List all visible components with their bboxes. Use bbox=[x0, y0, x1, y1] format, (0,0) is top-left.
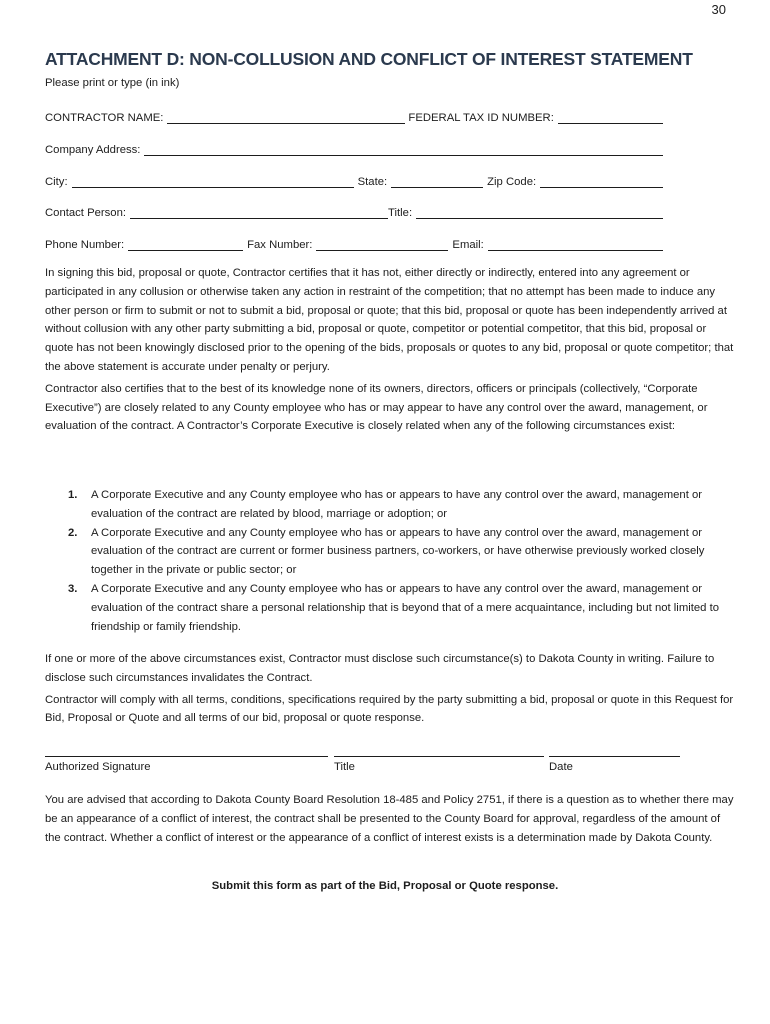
signature-date-line[interactable] bbox=[549, 756, 680, 757]
list-item-number: 2. bbox=[68, 526, 78, 539]
contractor-name-label: CONTRACTOR NAME: bbox=[45, 112, 164, 124]
phone-field[interactable] bbox=[128, 238, 243, 251]
disclosure-block bbox=[45, 650, 735, 731]
city-field[interactable] bbox=[72, 175, 354, 188]
list-item-number: 1. bbox=[68, 489, 78, 501]
address-row bbox=[45, 136, 663, 156]
contact-title-field[interactable] bbox=[416, 206, 663, 219]
contact-person-field[interactable] bbox=[130, 206, 388, 219]
contact-title-label: Title: bbox=[388, 207, 413, 219]
contact-row bbox=[45, 199, 663, 219]
zip-field[interactable] bbox=[540, 175, 663, 188]
authorized-signature-line[interactable] bbox=[45, 756, 328, 757]
phone-row bbox=[45, 231, 663, 251]
company-address-field[interactable] bbox=[144, 143, 663, 156]
fax-field[interactable] bbox=[316, 238, 448, 251]
disclosure-paragraph: If one or more of the above circumstances exist, Contractor must disclose such circumstance(s) to Dakota County in writing. Failure to disclose such circumstances invalidates the Contract. bbox=[45, 653, 715, 684]
phone-label: Phone Number: bbox=[45, 239, 125, 251]
list-item-number: 3. bbox=[68, 582, 78, 595]
contractor-name-field[interactable] bbox=[167, 111, 405, 124]
list-item-text: A Corporate Executive and any County employee who has or appears to have any control over the award, management or evaluation of the contract share a personal relationship that is beyond that of a mere acquaintance, including but not limited to friendship or family friendship. bbox=[91, 582, 719, 633]
email-label: Email: bbox=[452, 239, 484, 251]
submit-note: Submit this form as part of the Bid, Proposal or Quote response. bbox=[211, 880, 559, 892]
city-row bbox=[45, 168, 663, 188]
signature-title-label: Title bbox=[334, 761, 355, 773]
corporate-executive-paragraph: Contractor also certifies that to the best of its knowledge none of its owners, directors, officers or principals (collectively, “Corporate Executive”) are closely related to any County employee who has or may appear to have any control over the award, management, or evaluation of the contract. A Contractor’s Corporate Executive is closely related when any of the following circumstances exist: bbox=[45, 382, 708, 433]
city-label: City: bbox=[45, 176, 68, 188]
certification-paragraph: In signing this bid, proposal or quote, Contractor certifies that it has not, either directly or indirectly, entered into any agreement or participated in any collusion or otherwise taken any action in restraint of the competition; that no attempt has been made to induce any other person or firm to submit or not to submit a bid, proposal or quote; that this bid, proposal or quote has been independently arrived at without collusion with any other party submitting a bid, proposal or quote, competitor or potential competitor, that this bid, proposal or quote has not been knowingly disclosed prior to the opening of the bids, proposals or quotes to any bid, proposal or quote competitor; that the above statement is accurate under penalty or perjury. bbox=[45, 267, 734, 373]
contractor-row bbox=[45, 104, 663, 124]
list-item bbox=[45, 524, 725, 580]
page-title: ATTACHMENT D: NON-COLLUSION AND CONFLICT OF INTEREST STATEMENT bbox=[45, 49, 693, 69]
compliance-paragraph: Contractor will comply with all terms, conditions, specifications required by the party submitting a bid, proposal or quote in this Request for Bid, Proposal or Quote and all terms of our bid, proposal or quote response. bbox=[45, 693, 734, 725]
list-item-text: A Corporate Executive and any County employee who has or appears to have any control over the award, management or evaluation of the contract are related by blood, marriage or adoption; or bbox=[91, 489, 703, 520]
advisory-paragraph: You are advised that according to Dakota County Board Resolution 18-485 and Policy 2751, if there is a question as to whether there may be an appearance of a conflict of interest, the contract shall be presented to the County Board for approval, regardless of the amount of the contract. Whether a conflict of interest or the appearance of a conflict of interest exists is a determination made by Dakota County. bbox=[45, 794, 734, 844]
state-label: State: bbox=[357, 176, 388, 188]
federal-tax-id-label: FEDERAL TAX ID NUMBER: bbox=[408, 112, 554, 124]
circumstances-list bbox=[45, 486, 725, 636]
list-item-text: A Corporate Executive and any County employee who has or appears to have any control over the award, management or evaluation of the contract are current or former business partners, co-workers, or have otherwise previously worked closely together in the private or public sector; or bbox=[91, 526, 705, 577]
signature-date-label: Date bbox=[549, 761, 573, 773]
zip-label: Zip Code: bbox=[487, 176, 537, 188]
list-item bbox=[45, 580, 725, 636]
state-field[interactable] bbox=[391, 175, 483, 188]
contact-person-label: Contact Person: bbox=[45, 207, 127, 219]
company-address-label: Company Address: bbox=[45, 144, 141, 156]
federal-tax-id-field[interactable] bbox=[558, 111, 663, 124]
page-number: 30 bbox=[711, 2, 726, 17]
list-item bbox=[45, 486, 725, 524]
fax-label: Fax Number: bbox=[247, 239, 313, 251]
certification-block bbox=[45, 264, 735, 439]
signature-title-line[interactable] bbox=[334, 756, 544, 757]
authorized-signature-label: Authorized Signature bbox=[45, 761, 151, 773]
instruction-text: Please print or type (in ink) bbox=[45, 77, 180, 89]
advisory-block bbox=[45, 791, 735, 850]
email-field[interactable] bbox=[488, 238, 663, 251]
